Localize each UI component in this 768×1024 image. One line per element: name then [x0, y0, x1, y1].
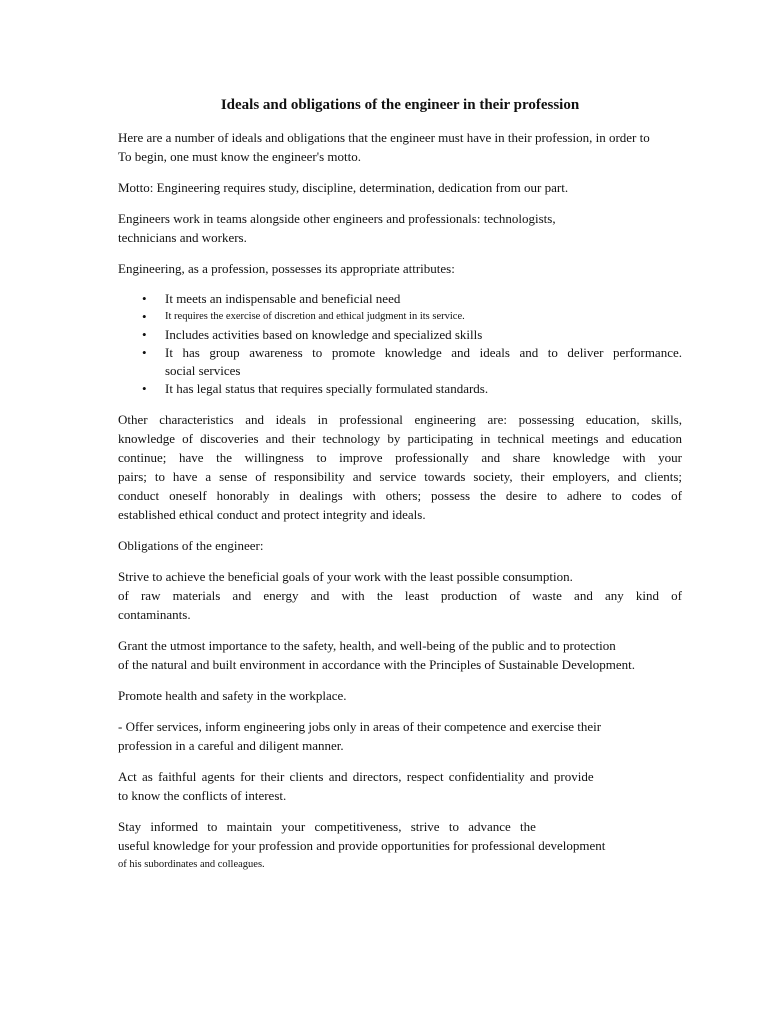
characteristics-line: Other characteristics and ideals in professional engineering are: possessing education, skills,	[118, 412, 682, 427]
obligation-line: of raw materials and energy and with the least production of waste and any kind of	[118, 588, 682, 603]
bullet-icon: •	[142, 327, 147, 342]
obligation-workplace: Promote health and safety in the workplace.	[118, 688, 347, 703]
intro-paragraph	[118, 128, 682, 166]
characteristics-line: established ethical conduct and protect integrity and ideals.	[118, 507, 426, 522]
teams-line: Engineers work in teams alongside other engineers and professionals: technologists,	[118, 211, 556, 226]
obligation-line: to know the conflicts of interest.	[118, 788, 287, 803]
characteristics-line: pairs; to have a sense of responsibility and service towards society, their employers, and clients;	[118, 469, 682, 484]
list-item-text: It has legal status that requires specially formulated standards.	[165, 381, 489, 396]
bullet-icon: •	[142, 291, 147, 306]
obligation-line: - Offer services, inform engineering jobs only in areas of their competence and exercise their	[118, 719, 602, 734]
list-item-text: It requires the exercise of discretion and ethical judgment in its service.	[165, 311, 465, 322]
bullet-icon: •	[142, 309, 147, 324]
obligation-agents	[118, 767, 682, 805]
list-item	[118, 308, 682, 326]
obligation-line: of the natural and built environment in accordance with the Principles of Sustainable Development.	[118, 657, 635, 672]
characteristics-line: knowledge of discoveries and their technology by participating in technical meetings and education	[118, 431, 682, 446]
document-title: Ideals and obligations of the engineer in their profession	[220, 97, 580, 113]
list-item	[118, 290, 682, 308]
teams-paragraph	[118, 209, 682, 247]
obligation-line: Act as faithful agents for their clients and directors, respect confidentiality and provide	[118, 769, 594, 784]
obligation-informed	[118, 817, 682, 874]
bullet-icon: •	[142, 381, 147, 396]
obligation-strive	[118, 567, 682, 624]
teams-line: technicians and workers.	[118, 230, 247, 245]
list-item-text: It has group awareness to promote knowledge and ideals and to deliver performance.	[165, 345, 682, 360]
motto-paragraph: Motto: Engineering requires study, discipline, determination, dedication from our part.	[118, 180, 569, 195]
intro-line: To begin, one must know the engineer's motto.	[118, 149, 361, 164]
document-page	[118, 96, 682, 886]
obligation-services	[118, 717, 682, 755]
obligation-line: of his subordinates and colleagues.	[118, 859, 265, 870]
obligation-line: Strive to achieve the beneficial goals of your work with the least possible consumption.	[118, 569, 573, 584]
list-item	[118, 344, 682, 380]
characteristics-line: conduct oneself honorably in dealings with others; possess the desire to adhere to codes of	[118, 488, 682, 503]
obligation-line: profession in a careful and diligent manner.	[118, 738, 344, 753]
bullet-icon: •	[142, 345, 147, 360]
characteristics-line: continue; have the willingness to improve professionally and share knowledge with your	[118, 450, 682, 465]
obligation-safety	[118, 636, 682, 674]
list-item	[118, 326, 682, 344]
obligation-line: useful knowledge for your profession and provide opportunities for professional development	[118, 838, 606, 853]
characteristics-paragraph	[118, 410, 682, 524]
obligation-line: Stay informed to maintain your competitiveness, strive to advance the	[118, 819, 536, 834]
list-item-text: social services	[165, 363, 241, 378]
obligation-line: Grant the utmost importance to the safety, health, and well-being of the public and to protection	[118, 638, 616, 653]
intro-line: Here are a number of ideals and obligations that the engineer must have in their profession, in order to	[118, 130, 650, 145]
obligation-line: contaminants.	[118, 607, 191, 622]
obligations-heading: Obligations of the engineer:	[118, 538, 264, 553]
attributes-intro: Engineering, as a profession, possesses its appropriate attributes:	[118, 261, 455, 276]
attributes-list	[118, 290, 682, 398]
list-item-text: Includes activities based on knowledge and specialized skills	[165, 327, 483, 342]
list-item-text: It meets an indispensable and beneficial need	[165, 291, 401, 306]
list-item	[118, 380, 682, 398]
